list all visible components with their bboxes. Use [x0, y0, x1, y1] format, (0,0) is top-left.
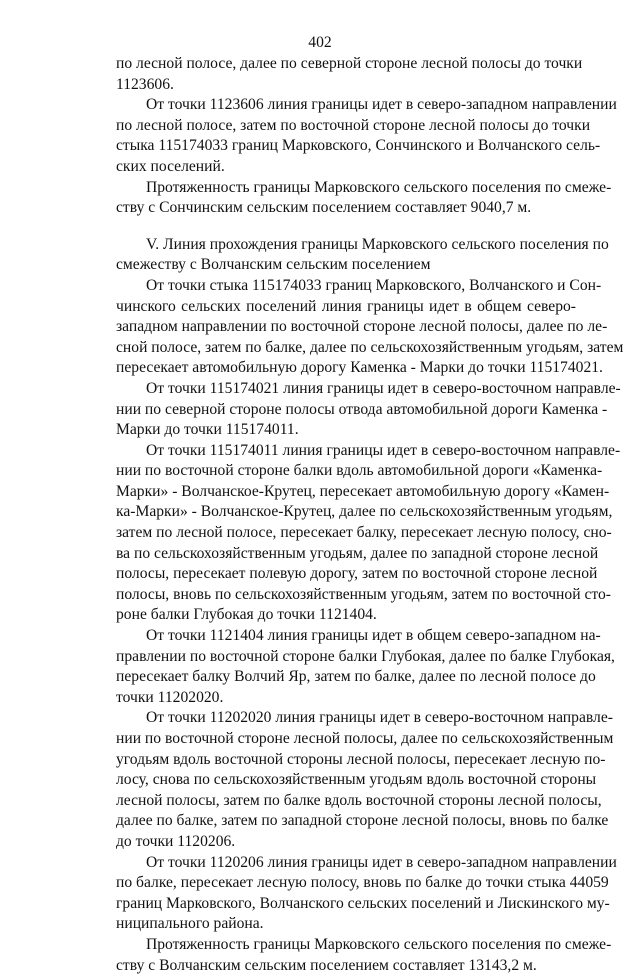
text-line: От точки 115174021 линия границы идет в северо-восточном направле-: [146, 379, 621, 397]
text-line: роне балки Глубокая до точки 1121404.: [116, 606, 377, 624]
paragraph: [86, 276, 624, 379]
text-line: От точки 11202020 линия границы идет в северо-восточном направле-: [146, 709, 613, 727]
text-line: Марки» - Волчанское-Крутец, пересекает автомобильную дорогу «Камен-: [116, 482, 610, 500]
text-line: ских поселений.: [116, 157, 225, 175]
paragraph: [86, 95, 617, 177]
text-line: сной полосе, затем по балке, далее по сельскохозяйственным угодьям, затем: [116, 338, 624, 356]
paragraph: [86, 441, 621, 626]
text-line: нии по восточной стороне балки вдоль автомобильной дороги «Каменка-: [116, 462, 603, 480]
text-line: лесной полосы, затем по балке вдоль восточной стороны лесной полосы,: [116, 791, 602, 809]
text-line: стыка 115174033 границ Марковского, Сончинского и Волчанского сель-: [116, 137, 601, 155]
text-line: Протяженность границы Марковского сельского поселения по смеже-: [146, 935, 612, 953]
text-line: полосы, пересекает полевую дорогу, затем по восточной стороне лесной: [116, 565, 598, 583]
text-line: западном направлении по восточной стороне лесной полосы, далее по ле-: [116, 318, 608, 336]
text-line: нии по северной стороне полосы отвода автомобильной дороги Каменка -: [116, 400, 608, 418]
paragraph: [86, 708, 614, 852]
text-line: смежеству с Волчанским сельским поселением: [116, 256, 431, 274]
text-line: лосу, снова по сельскохозяйственным угодьям вдоль восточной стороны: [116, 771, 597, 789]
text-line: ва по сельскохозяйственным угодьям, далее по западной стороне лесной: [116, 544, 599, 562]
text-line: От точки 1121404 линия границы идет в общем северо-западном на-: [146, 627, 601, 645]
text-line: далее по балке, затем по западной стороне лесной полосы, вновь по балке: [116, 812, 609, 830]
text-line: угодьям вдоль восточной стороны лесной полосы, пересекает лесную по-: [116, 750, 606, 768]
section-gap: [86, 219, 576, 235]
paragraph: [86, 54, 583, 95]
text-line: по лесной полосе, затем по восточной стороне лесной полосы до точки: [116, 116, 591, 134]
text-line: От точки 115174011 линия границы идет в северо-восточном направле-: [146, 441, 621, 459]
text-line: ка-Марки» - Волчанское-Крутец, далее по сельскохозяйственным угодьям,: [116, 503, 613, 521]
text-line: От точки стыка 115174033 границ Марковского, Волчанского и Сон-: [146, 276, 602, 294]
text-line: Протяженность границы Марковского сельского поселения по смеже-: [146, 178, 612, 196]
text-line: пересекает балку Волчий Яр, затем по балке, далее по лесной полосе до: [116, 668, 596, 686]
text-line: до точки 1120206.: [116, 832, 236, 850]
text-line: по лесной полосе, далее по северной стороне лесной полосы до точки: [116, 55, 583, 72]
text-line: пересекает автомобильную дорогу Каменка - Марки до точки 115174021.: [116, 359, 603, 377]
text-line: чинского сельских поселений линия границы идет в общем северо-: [116, 297, 576, 315]
document-body: [86, 54, 624, 976]
paragraph: [86, 178, 612, 219]
paragraph: [86, 935, 612, 976]
text-line: правлении по восточной стороне балки Глубокая, далее по балке Глубокая,: [116, 647, 615, 665]
text-line: полосы, вновь по сельскохозяйственным угодьям, затем по восточной сто-: [116, 585, 611, 603]
text-line: От точки 1123606 линия границы идет в северо-западном направлении: [146, 96, 617, 114]
text-line: затем по лесной полосе, пересекает балку, пересекает лесную полосу, сно-: [116, 524, 612, 542]
text-line: по балке, пересекает лесную полосу, вновь по балке до точки стыка 44059: [116, 874, 609, 892]
page-number: 402: [308, 34, 332, 51]
text-line: От точки 1120206 линия границы идет в северо-западном направлении: [146, 853, 617, 871]
paragraph: [86, 626, 615, 708]
paragraph: [86, 235, 609, 276]
text-line: Марки до точки 115174011.: [116, 421, 299, 439]
text-line: нии по восточной стороне лесной полосы, далее по сельскохозяйственным: [116, 730, 614, 747]
text-line: ниципального района.: [116, 915, 264, 933]
text-line: ству с Волчанским сельским поселением составляет 13143,2 м.: [116, 956, 537, 974]
text-line: 1123606.: [116, 75, 174, 93]
text-line: V. Линия прохождения границы Марковского сельского поселения по: [146, 235, 609, 253]
text-line: ству с Сончинским сельским поселением составляет 9040,7 м.: [116, 199, 532, 217]
paragraph: [86, 853, 617, 935]
paragraph: [86, 379, 621, 441]
text-line: точки 11202020.: [116, 688, 224, 706]
text-line: границ Марковского, Волчанского сельских поселений и Лискинского му-: [116, 894, 610, 912]
